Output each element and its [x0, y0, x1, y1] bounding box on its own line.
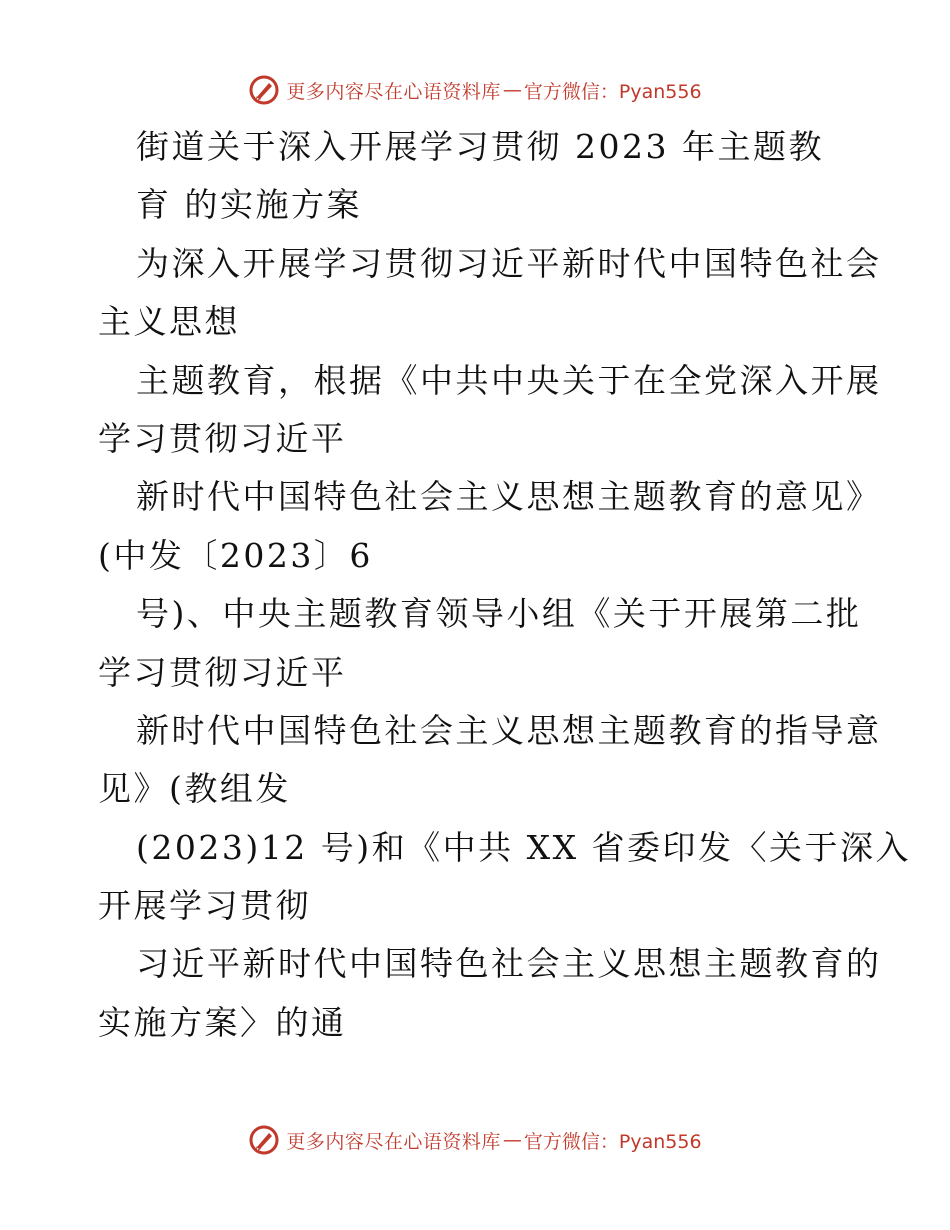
paragraph-line: 主义思想 [98, 302, 240, 342]
paragraph-line: (2023)12 号)和《中共 XX 省委印发〈关于深入 [136, 827, 912, 867]
pen-logo-icon [248, 1124, 280, 1156]
paragraph-line: 学习贯彻习近平 [98, 418, 347, 458]
title-line-1: 街道关于深入开展学习贯彻 2023 年主题教 [136, 127, 824, 166]
watermark-wechat-text: 官方微信：Pyan556 [523, 80, 702, 103]
paragraph-line: 主题教育，根据《中共中央关于在全党深入开展 [136, 360, 882, 400]
footer-watermark [0, 1120, 950, 1160]
pen-logo-icon [248, 74, 280, 106]
paragraph-line: 学习贯彻习近平 [98, 652, 347, 692]
paragraph-line: 号)、中央主题教育领导小组《关于开展第二批 [136, 594, 862, 634]
paragraph-line: 开展学习贯彻 [98, 886, 311, 926]
document-body [98, 118, 912, 1052]
paragraph-line: 新时代中国特色社会主义思想主题教育的意见》 [136, 477, 882, 517]
paragraph-line: 习近平新时代中国特色社会主义思想主题教育的 [136, 944, 882, 984]
header-watermark [0, 70, 950, 110]
paragraph-line: (中发〔2023〕6 [98, 535, 373, 575]
watermark-dash: — [502, 79, 522, 101]
title-line-2: 育 的实施方案 [136, 185, 362, 225]
paragraph-line: 为深入开展学习贯彻习近平新时代中国特色社会 [136, 243, 882, 283]
watermark-main-text: 更多内容尽在心语资料库 [286, 80, 501, 103]
watermark-main-text: 更多内容尽在心语资料库 [286, 1130, 501, 1153]
paragraph-line: 见》(教组发 [98, 769, 291, 809]
paragraph-line: 新时代中国特色社会主义思想主题教育的指导意 [136, 710, 882, 750]
paragraph-line: 实施方案〉的通 [98, 1002, 347, 1042]
watermark-dash: — [502, 1129, 522, 1151]
watermark-wechat-text: 官方微信：Pyan556 [523, 1130, 702, 1153]
